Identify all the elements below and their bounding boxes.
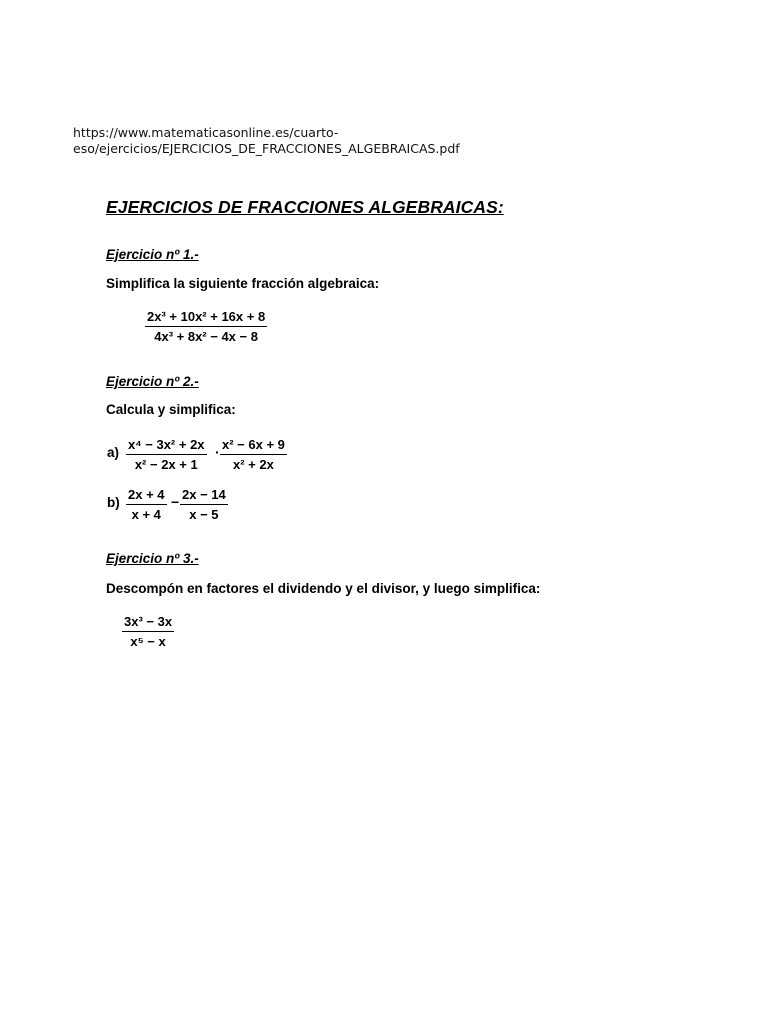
part-a-fraction-1 [126, 437, 207, 472]
exercise-2-heading: Ejercicio nº 2.- [106, 374, 199, 389]
exercise-1-instruction: Simplifica la siguiente fracción algebraica: [106, 276, 380, 291]
fraction-denominator: x² + 2x [233, 457, 274, 472]
fraction-denominator: x⁵ − x [130, 634, 166, 649]
exercise-1-fraction [145, 309, 267, 344]
exercise-3-heading: Ejercicio nº 3.- [106, 551, 199, 566]
fraction-denominator: x − 5 [189, 507, 219, 522]
part-a-label: a) [107, 445, 120, 460]
fraction-numerator: 2x³ + 10x² + 16x + 8 [147, 309, 266, 324]
exercise-3-fraction [122, 614, 174, 649]
part-b-fraction-1 [126, 487, 167, 522]
part-a-fraction-2 [220, 437, 287, 472]
fraction-numerator: 3x³ − 3x [124, 614, 173, 629]
fraction-numerator: 2x − 14 [182, 487, 226, 502]
exercise-2-instruction: Calcula y simplifica: [106, 402, 236, 417]
multiply-operator: · [215, 444, 220, 460]
fraction-denominator: x² − 2x + 1 [134, 457, 198, 472]
fraction-denominator: 4x³ + 8x² − 4x − 8 [154, 329, 258, 344]
fraction-denominator: x + 4 [131, 507, 161, 522]
exercise-3-instruction: Descompón en factores el dividendo y el divisor, y luego simplifica: [106, 581, 541, 596]
exercise-1-heading: Ejercicio nº 1.- [106, 247, 199, 262]
fraction-numerator: x⁴ − 3x² + 2x [128, 437, 205, 452]
part-b-label: b) [107, 495, 120, 510]
document-title: EJERCICIOS DE FRACCIONES ALGEBRAICAS: [106, 197, 504, 217]
fraction-numerator: 2x + 4 [128, 487, 165, 502]
part-b-fraction-2 [180, 487, 228, 522]
source-url[interactable]: https://www.matematicasonline.es/cuarto-eso/ejercicios/EJERCICIOS_DE_FRACCIONES_ALGEBRAICAS.pdf [73, 125, 460, 156]
minus-operator: − [171, 494, 180, 510]
fraction-numerator: x² − 6x + 9 [222, 437, 285, 452]
